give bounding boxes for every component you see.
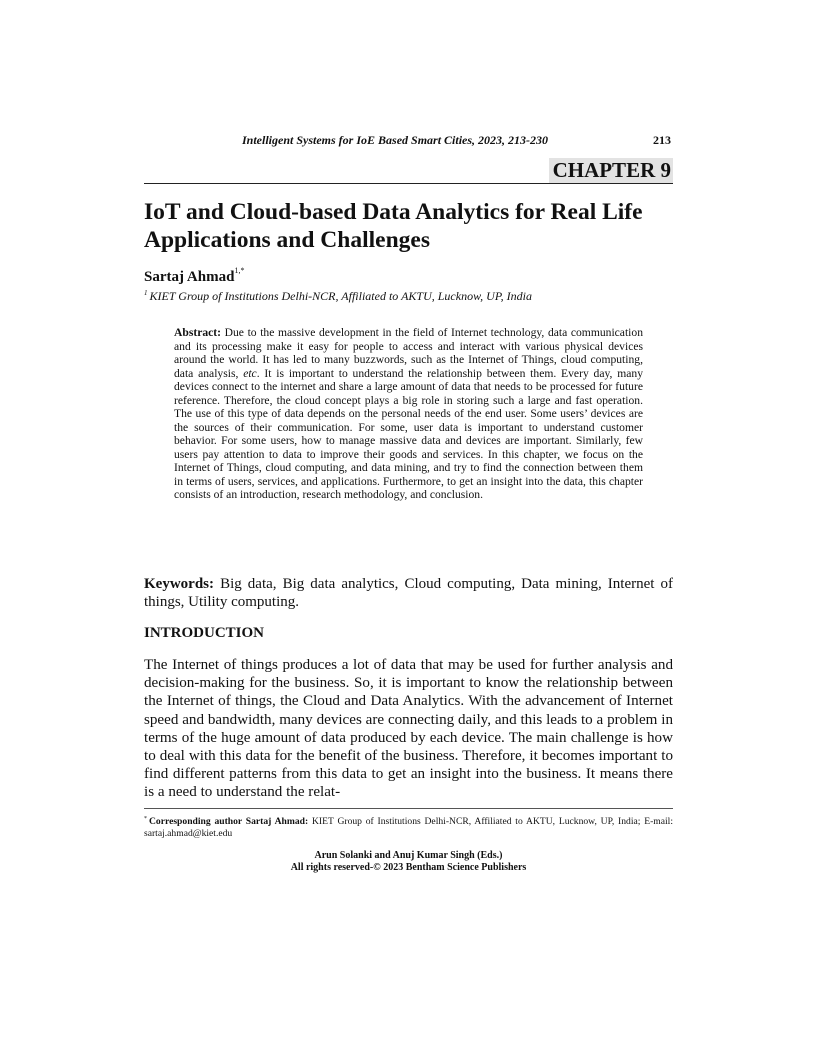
footnote-mark: * — [144, 816, 147, 822]
affiliation-text: KIET Group of Institutions Delhi-NCR, Affiliated to AKTU, Lucknow, UP, India — [149, 289, 532, 303]
abstract-label: Abstract: — [174, 326, 222, 339]
section-heading-introduction: INTRODUCTION — [144, 625, 265, 641]
footnote — [144, 813, 673, 840]
abstract-text-2: . It is important to understand the relationship between them. Every day, many devices connect to the internet and share a large amount of data that needs to be processed for future reference. Therefore, the cloud concept plays a big role in storing such a large and fast operation. The use of this type of data depends on the personal needs of the end user. Some users’ devices are the sources of their communication. For some, user data is important to understand customer behavior. For some users, how to manage massive data and devices are important. Similarly, few users pay attention to data to improve their goods and services. In this chapter, we focus on the Internet of Things, cloud computing, and data mining, and try to find the connection between them in terms of users, services, and applications. Furthermore, to get an insight into the data, this chapter consists of an introduction, research methodology, and conclusion. — [174, 366, 643, 501]
introduction-paragraph: The Internet of things produces a lot of data that may be used for further analysis and decision-making for the business. So, it is important to know the relationship between the Internet of things, the Cloud and Data Analytics. With the advancement of Internet speed and bandwidth, many devices are connecting daily, and this leads to a problem in terms of the huge amount of data produced by each device. The main challenge is how to deal with this data for the benefit of the business. Therefore, it becomes important to find different patterns from this data to get an insight into the business. It means there is a need to understand the relat- — [144, 657, 673, 801]
chapter-title: IoT and Cloud-based Data Analytics for Real Life Applications and Challenges — [144, 199, 643, 253]
abstract-text-1: Due to the massive development in the field of Internet technology, data communication and its processing make it easy for people to access and interact with various physical devices around the world. It has led to many buzzwords, such as the Internet of Things, cloud computing, data analysis, — [174, 326, 643, 380]
author-marks: 1,* — [234, 266, 245, 275]
abstract — [174, 326, 643, 502]
journal-title: Intelligent Systems for IoE Based Smart Cities — [242, 133, 473, 147]
publisher-credits — [144, 850, 673, 874]
keywords — [144, 575, 673, 611]
keywords-label: Keywords: — [144, 576, 214, 592]
rights-line: All rights reserved-© 2023 Bentham Science Publishers — [290, 862, 527, 873]
page-number: 213 — [653, 133, 671, 147]
affiliation-mark: 1 — [144, 289, 148, 297]
footnote-label: Corresponding author Sartaj Ahmad: — [149, 816, 309, 827]
editors-line: Arun Solanki and Anuj Kumar Singh (Eds.) — [314, 850, 503, 861]
keywords-text: Big data, Big data analytics, Cloud computing, Data mining, Internet of things, Utility computing. — [144, 576, 673, 610]
abstract-etc: etc — [243, 366, 257, 380]
author-name: Sartaj Ahmad — [144, 269, 235, 285]
footnote-rule — [144, 808, 673, 809]
chapter-rule — [144, 183, 673, 184]
running-head-journal — [242, 133, 548, 147]
footnote-text: KIET Group of Institutions Delhi-NCR, Affiliated to AKTU, Lucknow, UP, India; E-mail: sartaj.ahmad@kiet.edu — [144, 816, 673, 839]
author — [144, 262, 244, 286]
affiliation — [144, 286, 532, 304]
journal-year-pages: , 2023, 213-230 — [472, 133, 549, 147]
chapter-label: CHAPTER 9 — [549, 158, 673, 183]
